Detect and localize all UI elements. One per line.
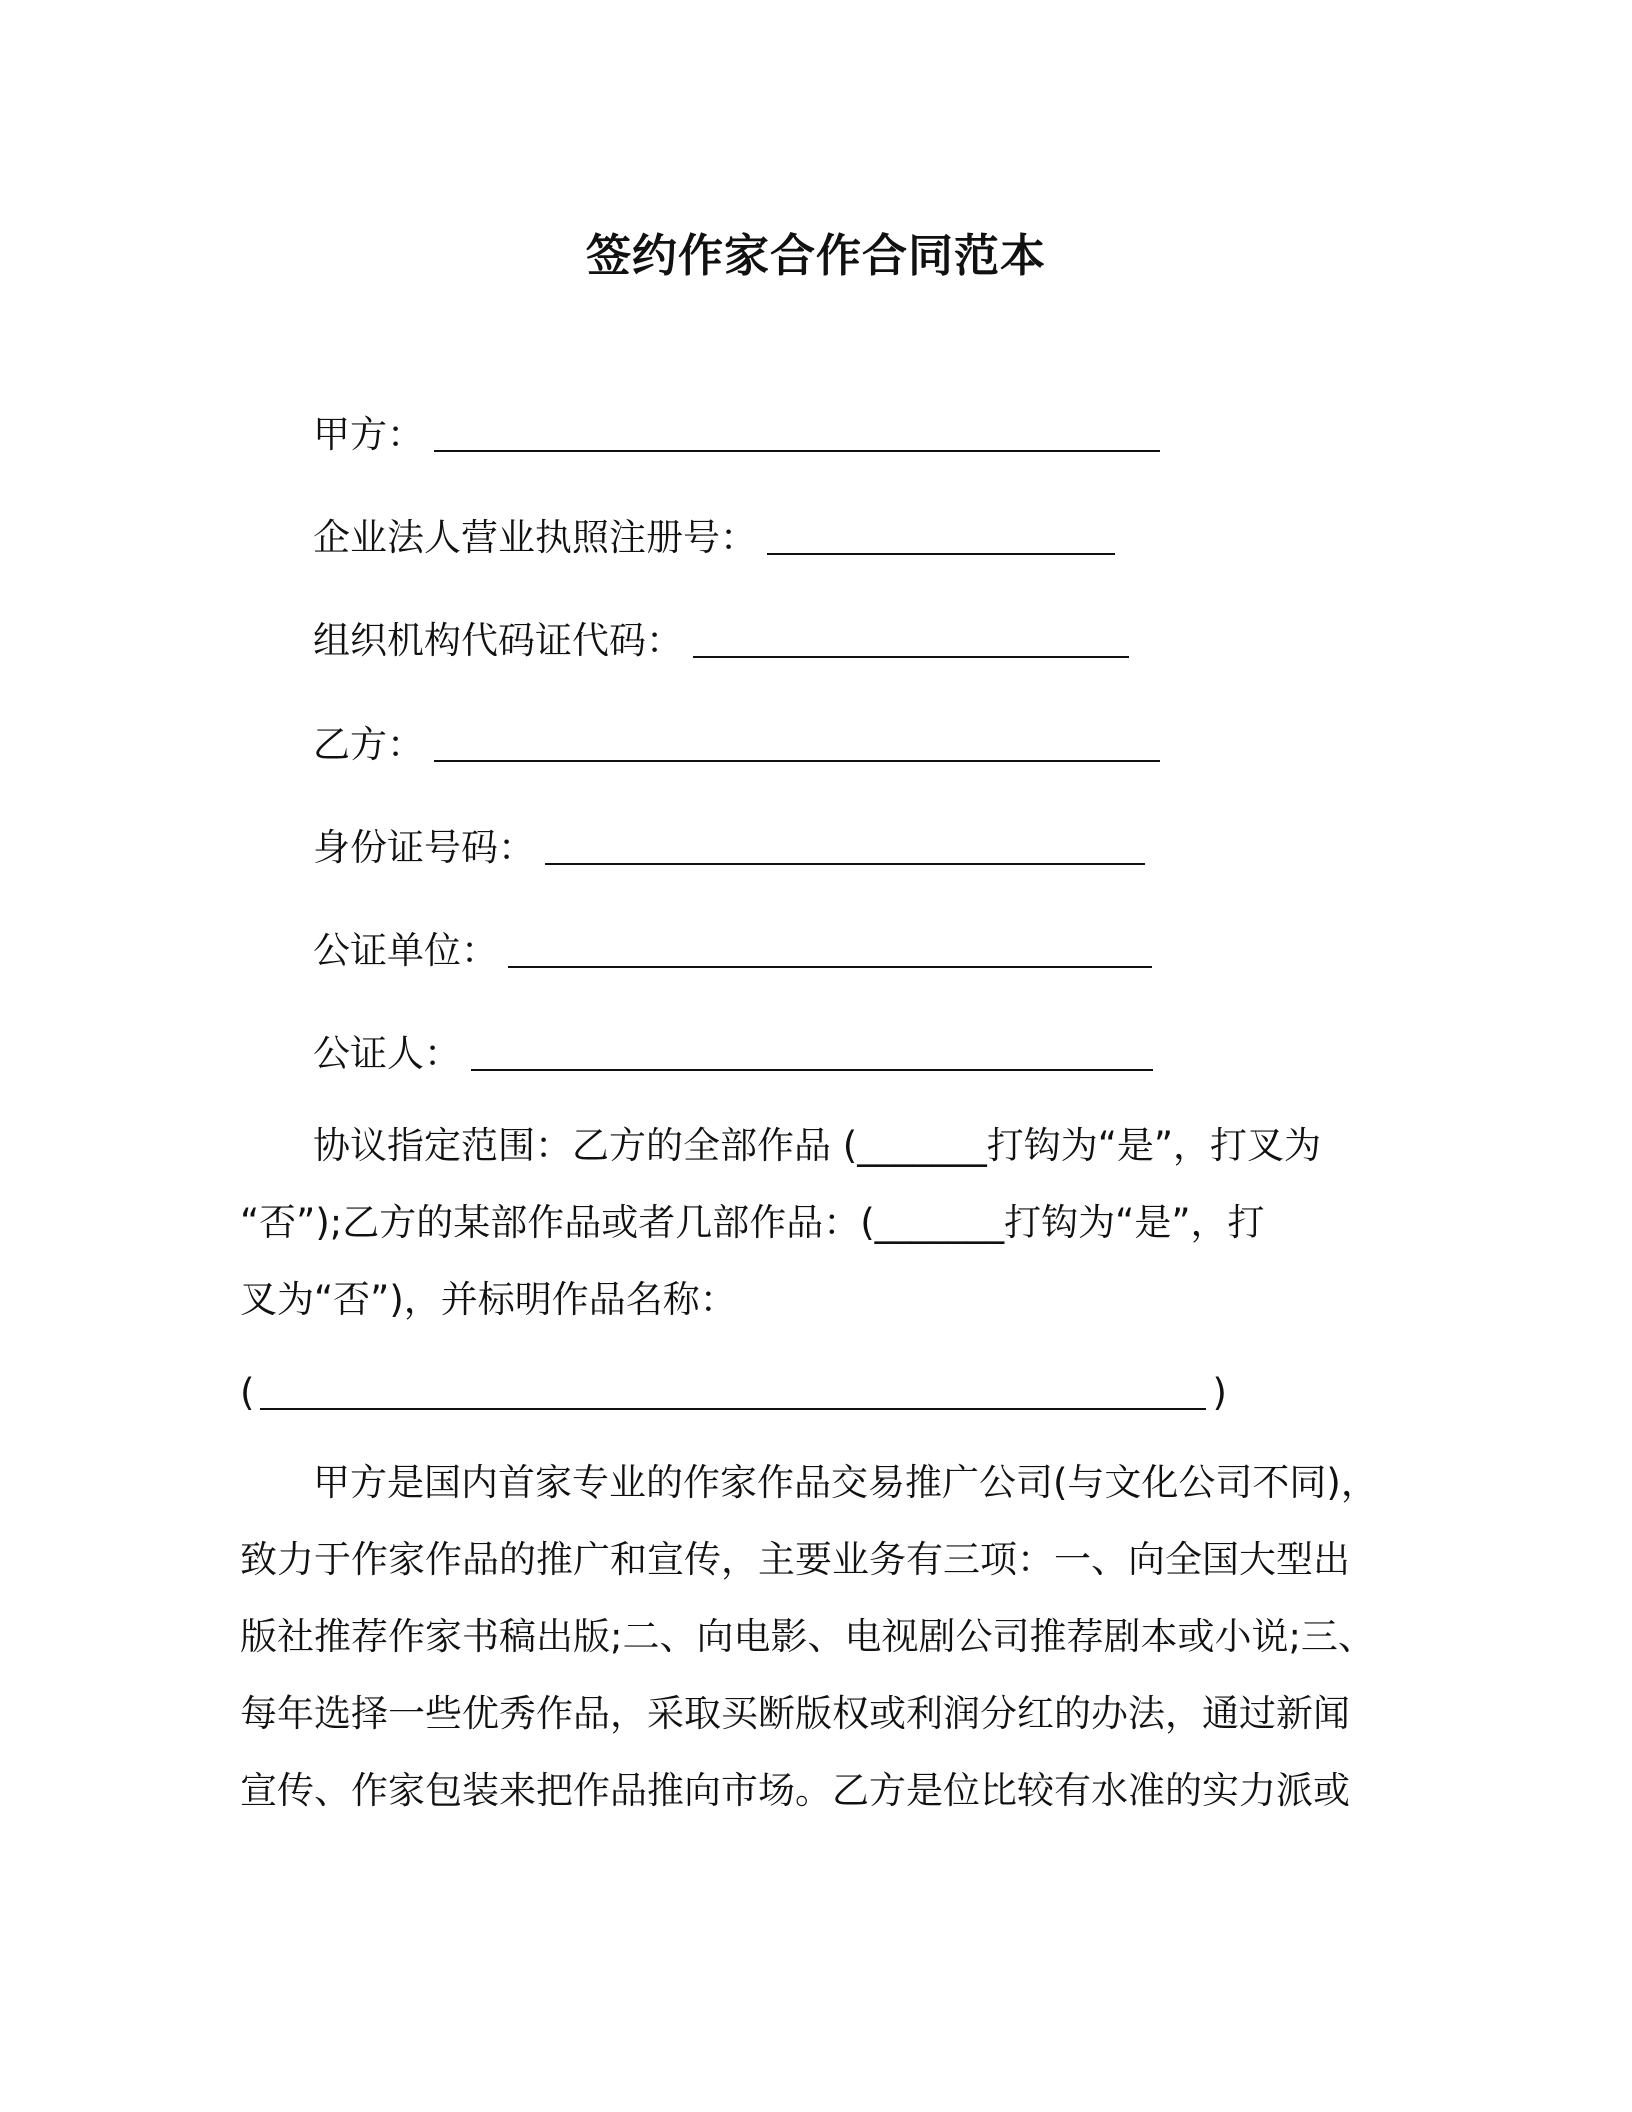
notary-office-field bbox=[313, 916, 1152, 976]
scope-paragraph bbox=[240, 1107, 1376, 1338]
intro-paragraph bbox=[240, 1444, 1376, 1829]
party-a-blank[interactable] bbox=[434, 410, 1160, 452]
business-license-label: 企业法人营业执照注册号： bbox=[313, 516, 757, 559]
org-code-blank[interactable] bbox=[693, 616, 1129, 658]
intro-line: 致力于作家作品的推广和宣传，主要业务有三项：一、向全国大型出 bbox=[240, 1538, 1350, 1581]
scope-line: 叉为“否”)，并标明作品名称： bbox=[240, 1278, 737, 1321]
intro-line: 宣传、作家包装来把作品推向市场。乙方是位比较有水准的实力派或 bbox=[240, 1769, 1350, 1812]
scope-line: “否”);乙方的某部作品或者几部作品：(_______打钩为“是”，打 bbox=[240, 1201, 1265, 1244]
party-b-label: 乙方： bbox=[313, 723, 424, 766]
id-number-blank[interactable] bbox=[545, 823, 1145, 865]
org-code-field bbox=[313, 606, 1129, 666]
works-name-blank[interactable] bbox=[260, 1368, 1206, 1410]
party-b-blank[interactable] bbox=[434, 720, 1160, 762]
intro-line: 每年选择一些优秀作品，采取买断版权或利润分红的办法，通过新闻 bbox=[240, 1692, 1350, 1735]
works-close-paren: ) bbox=[1212, 1371, 1227, 1414]
intro-line: 甲方是国内首家专业的作家作品交易推广公司(与文化公司不同)， bbox=[313, 1461, 1378, 1504]
works-name-field bbox=[240, 1358, 1227, 1418]
notary-person-blank[interactable] bbox=[471, 1029, 1153, 1071]
business-license-blank[interactable] bbox=[767, 513, 1115, 555]
org-code-label: 组织机构代码证代码： bbox=[313, 619, 683, 662]
notary-office-blank[interactable] bbox=[508, 926, 1152, 968]
notary-person-field bbox=[313, 1019, 1153, 1079]
notary-office-label: 公证单位： bbox=[313, 929, 498, 972]
intro-line: 版社推荐作家书稿出版;二、向电影、电视剧公司推荐剧本或小说;三、 bbox=[240, 1615, 1375, 1658]
party-b-field bbox=[313, 710, 1160, 770]
party-a-field bbox=[313, 400, 1160, 460]
notary-person-label: 公证人： bbox=[313, 1032, 461, 1075]
id-number-label: 身份证号码： bbox=[313, 826, 535, 869]
document-title: 签约作家合作合同范本 bbox=[585, 229, 1046, 282]
works-open-paren: ( bbox=[240, 1371, 255, 1414]
scope-line: 协议指定范围：乙方的全部作品 (_______打钩为“是”，打叉为 bbox=[313, 1124, 1322, 1167]
business-license-field bbox=[313, 503, 1115, 563]
party-a-label: 甲方： bbox=[313, 413, 424, 456]
id-number-field bbox=[313, 813, 1145, 873]
